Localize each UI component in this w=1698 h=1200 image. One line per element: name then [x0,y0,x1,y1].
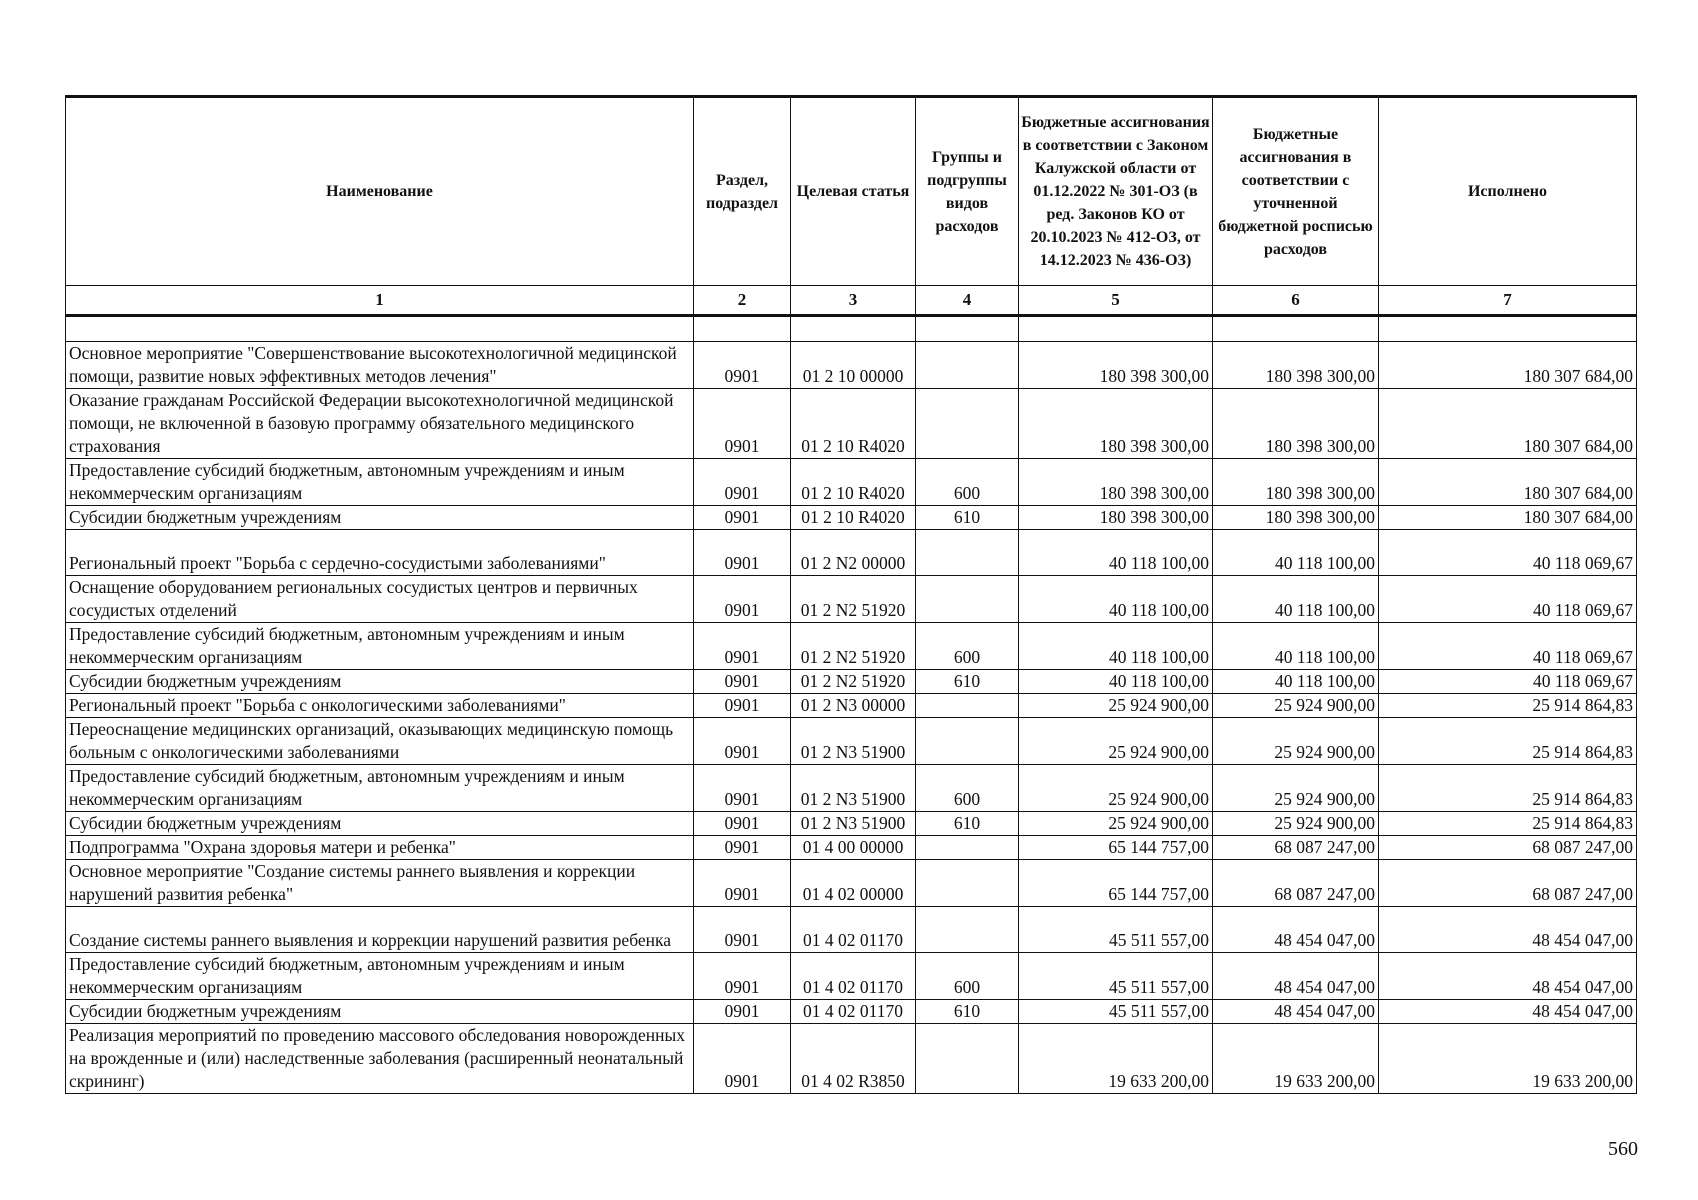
column-number-row [66,286,1637,316]
row-group [916,342,1019,389]
table-body [66,316,1637,1094]
row-group [916,836,1019,860]
row-section: 0901 [694,389,791,459]
row-executed-amount: 48 454 047,00 [1379,953,1637,1000]
column-number: 5 [1019,286,1213,316]
header-refined: Бюджетные ассигнования в соответствии с уточненной бюджетной росписью расходов [1213,97,1379,286]
row-law-amount: 25 924 900,00 [1019,718,1213,765]
budget-table [65,95,1637,1094]
row-section: 0901 [694,953,791,1000]
row-executed-amount: 180 307 684,00 [1379,506,1637,530]
row-law-amount: 25 924 900,00 [1019,694,1213,718]
row-law-amount: 65 144 757,00 [1019,860,1213,907]
column-number: 7 [1379,286,1637,316]
row-group [916,530,1019,576]
row-target: 01 4 02 00000 [791,860,916,907]
row-law-amount: 180 398 300,00 [1019,459,1213,506]
column-number: 1 [66,286,694,316]
row-target: 01 2 10 R4020 [791,459,916,506]
row-target: 01 2 N2 51920 [791,670,916,694]
row-executed-amount: 48 454 047,00 [1379,1000,1637,1024]
row-group [916,718,1019,765]
row-target: 01 2 N3 00000 [791,694,916,718]
row-target: 01 2 N3 51900 [791,718,916,765]
row-name: Реализация мероприятий по проведению массового обследования новорожденных на врожденные и (или) наследственные заболевания (расширенный неонатальный скрининг) [66,1024,694,1094]
row-law-amount: 40 118 100,00 [1019,623,1213,670]
row-law-amount: 25 924 900,00 [1019,765,1213,812]
column-number: 4 [916,286,1019,316]
row-law-amount: 40 118 100,00 [1019,670,1213,694]
table-row [66,860,1637,907]
row-executed-amount: 19 633 200,00 [1379,1024,1637,1094]
row-law-amount: 180 398 300,00 [1019,389,1213,459]
row-section: 0901 [694,576,791,623]
row-name: Предоставление субсидий бюджетным, автономным учреждениям и иным некоммерческим организациям [66,459,694,506]
row-executed-amount: 48 454 047,00 [1379,907,1637,953]
row-group [916,860,1019,907]
row-refined-amount: 180 398 300,00 [1213,389,1379,459]
row-executed-amount: 68 087 247,00 [1379,836,1637,860]
spacer-row [66,316,1637,342]
column-number: 2 [694,286,791,316]
row-executed-amount: 40 118 069,67 [1379,623,1637,670]
row-refined-amount: 25 924 900,00 [1213,765,1379,812]
row-refined-amount: 25 924 900,00 [1213,812,1379,836]
row-target: 01 2 N2 51920 [791,623,916,670]
row-refined-amount: 68 087 247,00 [1213,836,1379,860]
row-section: 0901 [694,718,791,765]
row-name: Предоставление субсидий бюджетным, автономным учреждениям и иным некоммерческим организациям [66,765,694,812]
row-section: 0901 [694,342,791,389]
row-refined-amount: 180 398 300,00 [1213,506,1379,530]
row-executed-amount: 180 307 684,00 [1379,459,1637,506]
row-refined-amount: 48 454 047,00 [1213,1000,1379,1024]
row-name: Субсидии бюджетным учреждениям [66,1000,694,1024]
row-section: 0901 [694,670,791,694]
table-row [66,836,1637,860]
row-refined-amount: 40 118 100,00 [1213,623,1379,670]
row-section: 0901 [694,623,791,670]
row-name: Субсидии бюджетным учреждениям [66,506,694,530]
row-group: 610 [916,812,1019,836]
row-target: 01 2 N3 51900 [791,812,916,836]
row-group: 600 [916,623,1019,670]
row-target: 01 2 N3 51900 [791,765,916,812]
row-law-amount: 45 511 557,00 [1019,907,1213,953]
row-section: 0901 [694,836,791,860]
row-executed-amount: 25 914 864,83 [1379,718,1637,765]
page-number: 560 [1608,1138,1638,1160]
row-law-amount: 25 924 900,00 [1019,812,1213,836]
row-law-amount: 65 144 757,00 [1019,836,1213,860]
row-group: 600 [916,953,1019,1000]
row-group [916,576,1019,623]
row-name: Предоставление субсидий бюджетным, автономным учреждениям и иным некоммерческим организациям [66,953,694,1000]
table-row [66,765,1637,812]
row-section: 0901 [694,459,791,506]
row-group: 600 [916,765,1019,812]
table-row [66,907,1637,953]
row-target: 01 2 10 00000 [791,342,916,389]
row-section: 0901 [694,506,791,530]
row-group: 610 [916,670,1019,694]
row-law-amount: 40 118 100,00 [1019,576,1213,623]
header-executed: Исполнено [1379,97,1637,286]
row-section: 0901 [694,1024,791,1094]
header-groups: Группы и подгруппы видов расходов [916,97,1019,286]
row-target: 01 2 N2 00000 [791,530,916,576]
row-target: 01 4 00 00000 [791,836,916,860]
table-row [66,670,1637,694]
row-refined-amount: 40 118 100,00 [1213,576,1379,623]
row-law-amount: 45 511 557,00 [1019,953,1213,1000]
header-target: Целевая статья [791,97,916,286]
row-section: 0901 [694,907,791,953]
row-target: 01 4 02 01170 [791,907,916,953]
row-target: 01 4 02 01170 [791,953,916,1000]
table-row [66,459,1637,506]
table-row [66,623,1637,670]
row-executed-amount: 180 307 684,00 [1379,389,1637,459]
row-refined-amount: 68 087 247,00 [1213,860,1379,907]
row-executed-amount: 40 118 069,67 [1379,576,1637,623]
row-group [916,1024,1019,1094]
header-section: Раздел, подраздел [694,97,791,286]
row-law-amount: 19 633 200,00 [1019,1024,1213,1094]
table-row [66,530,1637,576]
row-name: Предоставление субсидий бюджетным, автономным учреждениям и иным некоммерческим организациям [66,623,694,670]
row-section: 0901 [694,694,791,718]
row-executed-amount: 25 914 864,83 [1379,765,1637,812]
table-row [66,389,1637,459]
row-law-amount: 45 511 557,00 [1019,1000,1213,1024]
row-refined-amount: 48 454 047,00 [1213,953,1379,1000]
header-row [66,97,1637,286]
column-number: 3 [791,286,916,316]
row-section: 0901 [694,530,791,576]
table-row [66,694,1637,718]
row-refined-amount: 48 454 047,00 [1213,907,1379,953]
table-row [66,576,1637,623]
row-name: Субсидии бюджетным учреждениям [66,812,694,836]
column-number: 6 [1213,286,1379,316]
row-target: 01 4 02 R3850 [791,1024,916,1094]
row-name: Переоснащение медицинских организаций, оказывающих медицинскую помощь больным с онкологическими заболеваниями [66,718,694,765]
row-executed-amount: 68 087 247,00 [1379,860,1637,907]
table-row [66,1000,1637,1024]
row-executed-amount: 25 914 864,83 [1379,694,1637,718]
row-refined-amount: 25 924 900,00 [1213,718,1379,765]
row-law-amount: 180 398 300,00 [1019,342,1213,389]
row-name: Оказание гражданам Российской Федерации высокотехнологичной медицинской помощи, не включенной в базовую программу обязательного медицинского страхования [66,389,694,459]
row-refined-amount: 40 118 100,00 [1213,530,1379,576]
row-name: Подпрограмма "Охрана здоровья матери и ребенка" [66,836,694,860]
row-refined-amount: 180 398 300,00 [1213,342,1379,389]
row-target: 01 2 N2 51920 [791,576,916,623]
row-group: 600 [916,459,1019,506]
header-name: Наименование [66,97,694,286]
row-target: 01 2 10 R4020 [791,389,916,459]
table-row [66,1024,1637,1094]
row-executed-amount: 180 307 684,00 [1379,342,1637,389]
row-name: Оснащение оборудованием региональных сосудистых центров и первичных сосудистых отделений [66,576,694,623]
row-section: 0901 [694,860,791,907]
table-row [66,718,1637,765]
row-executed-amount: 40 118 069,67 [1379,670,1637,694]
row-target: 01 2 10 R4020 [791,506,916,530]
row-group: 610 [916,506,1019,530]
row-law-amount: 180 398 300,00 [1019,506,1213,530]
row-name: Основное мероприятие "Создание системы раннего выявления и коррекции нарушений развития ребенка" [66,860,694,907]
row-refined-amount: 25 924 900,00 [1213,694,1379,718]
table-row [66,342,1637,389]
row-group [916,389,1019,459]
row-refined-amount: 180 398 300,00 [1213,459,1379,506]
row-group [916,907,1019,953]
table-row [66,812,1637,836]
row-target: 01 4 02 01170 [791,1000,916,1024]
row-executed-amount: 40 118 069,67 [1379,530,1637,576]
table-row [66,506,1637,530]
table-row [66,953,1637,1000]
row-group [916,694,1019,718]
row-section: 0901 [694,765,791,812]
row-name: Создание системы раннего выявления и коррекции нарушений развития ребенка [66,907,694,953]
row-section: 0901 [694,812,791,836]
row-name: Региональный проект "Борьба с онкологическими заболеваниями" [66,694,694,718]
row-name: Субсидии бюджетным учреждениям [66,670,694,694]
row-name: Основное мероприятие "Совершенствование высокотехнологичной медицинской помощи, развитие новых эффективных методов лечения" [66,342,694,389]
row-executed-amount: 25 914 864,83 [1379,812,1637,836]
row-refined-amount: 19 633 200,00 [1213,1024,1379,1094]
row-group: 610 [916,1000,1019,1024]
header-law: Бюджетные ассигнования в соответствии с Законом Калужской области от 01.12.2022 № 301-ОЗ (в ред. Законов КО от 20.10.2023 № 412-ОЗ, от 14.12.2023 № 436-ОЗ) [1019,97,1213,286]
row-law-amount: 40 118 100,00 [1019,530,1213,576]
row-section: 0901 [694,1000,791,1024]
row-name: Региональный проект "Борьба с сердечно-сосудистыми заболеваниями" [66,530,694,576]
row-refined-amount: 40 118 100,00 [1213,670,1379,694]
